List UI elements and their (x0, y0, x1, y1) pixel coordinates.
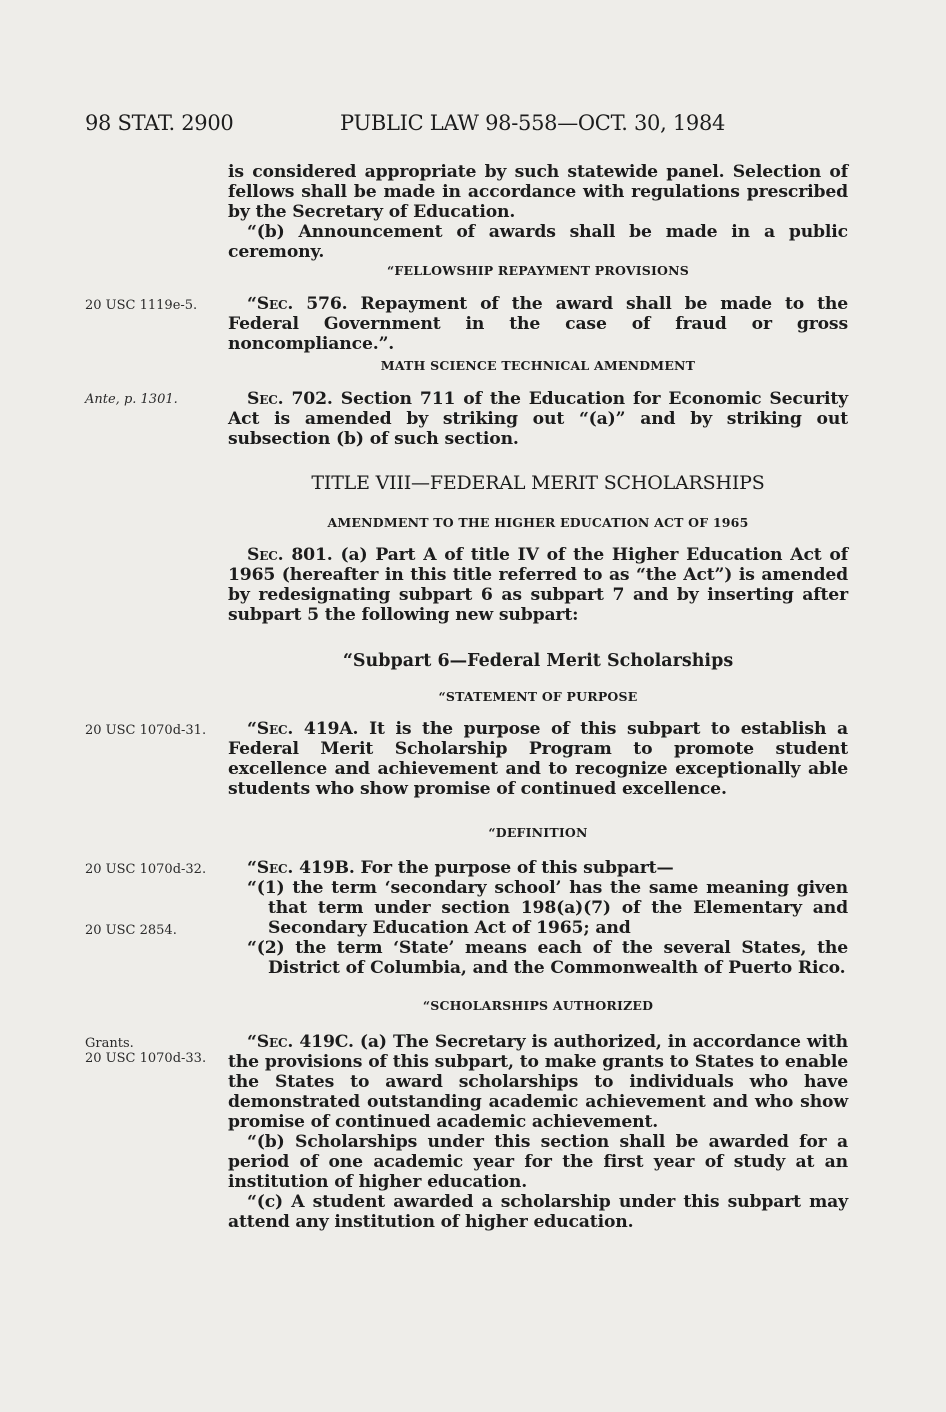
sec-801-label: Sec. (247, 545, 284, 565)
paragraph-sec-419a (228, 719, 848, 799)
sec-419c-text: 419C. (a) The Secretary is authorized, in accordance with the provisions of this subpart, to make grants to States to enable the States to award scholarships to individuals who have demonstrated outstanding academic achievement and who show promise of continued academic achievement. (228, 1032, 848, 1132)
paragraph-definition-1: “(1) the term ‘secondary school’ has the same meaning given that term under section 198(a)(7) of the Elementary and Secondary Education Act of 1965; and (247, 878, 848, 938)
stat-page-number: 98 STAT. 2900 (85, 111, 234, 135)
heading-repayment: “FELLOWSHIP REPAYMENT PROVISIONS (387, 263, 689, 278)
sec-576-text: 576. Repayment of the award shall be made to the Federal Government in the case of fraud or gross noncompliance.”. (228, 294, 848, 354)
margin-note-usc-1119e5: 20 USC 1119e-5. (85, 298, 198, 313)
subpart-6-heading: “Subpart 6—Federal Merit Scholarships (342, 651, 734, 671)
sec-576-label: “Sec. (247, 294, 294, 314)
sec-419a-label: “Sec. (247, 719, 294, 739)
heading-scholarships-authorized: “SCHOLARSHIPS AUTHORIZED (422, 998, 654, 1013)
sec-419b-label: “Sec. (247, 858, 294, 878)
title-viii: TITLE VIII—FEDERAL MERIT SCHOLARSHIPS (311, 472, 765, 494)
paragraph-sec-576 (228, 294, 848, 354)
sec-419c-label: “Sec. (247, 1032, 294, 1052)
sec-702-label: Sec. (247, 389, 284, 409)
text-block-fellows (228, 162, 848, 262)
section-419b (228, 858, 848, 978)
paragraph-selection: is considered appropriate by such statewide panel. Selection of fellows shall be made in accordance with regulations prescribed by the Secretary of Education. (228, 162, 848, 222)
margin-note-usc-2854: 20 USC 2854. (85, 923, 177, 938)
heading-statement-of-purpose: “STATEMENT OF PURPOSE (438, 689, 638, 704)
margin-note-ante (85, 391, 178, 408)
paragraph-definition-2: “(2) the term ‘State’ means each of the several States, the District of Columbia, and the Commonwealth of Puerto Rico. (247, 938, 848, 978)
paragraph-sec-419b (228, 858, 848, 878)
section-702 (228, 389, 848, 449)
section-419a (228, 719, 848, 799)
sec-801-text: 801. (a) Part A of title IV of the Higher Education Act of 1965 (hereafter in this title referred to as “the Act”) is amended by redesignating subpart 6 as subpart 7 and by inserting after subpart 5 the following new subpart: (228, 545, 848, 625)
heading-math-science: MATH SCIENCE TECHNICAL AMENDMENT (380, 358, 696, 373)
paragraph-sec-702 (228, 389, 848, 449)
margin-note-grants: Grants. (85, 1036, 134, 1051)
heading-amendment-hea: AMENDMENT TO THE HIGHER EDUCATION ACT OF 1965 (327, 515, 749, 530)
section-419c (228, 1032, 848, 1232)
margin-note-usc-1070d33: 20 USC 1070d-33. (85, 1051, 207, 1066)
margin-note-ante-text: Ante, p. 1301. (85, 392, 178, 407)
paragraph-sec-801 (228, 545, 848, 625)
sec-419b-text: 419B. For the purpose of this subpart— (293, 858, 674, 878)
heading-definition: “DEFINITION (488, 825, 588, 840)
law-citation-header: PUBLIC LAW 98-558—OCT. 30, 1984 (340, 111, 726, 135)
paragraph-announcement: “(b) Announcement of awards shall be made in a public ceremony. (228, 222, 848, 262)
margin-note-usc-1070d32: 20 USC 1070d-32. (85, 862, 207, 877)
section-801 (228, 545, 848, 625)
section-576 (228, 294, 848, 354)
paragraph-subsection-c: “(c) A student awarded a scholarship under this subpart may attend any institution of higher education. (228, 1192, 848, 1232)
sec-702-text: 702. Section 711 of the Education for Economic Security Act is amended by striking out “(a)” and by striking out subsection (b) of such section. (228, 389, 848, 449)
margin-note-usc-1070d31: 20 USC 1070d-31. (85, 723, 207, 738)
paragraph-subsection-b: “(b) Scholarships under this section shall be awarded for a period of one academic year for the first year of study at an institution of higher education. (228, 1132, 848, 1192)
sec-419a-text: 419A. It is the purpose of this subpart to establish a Federal Merit Scholarship Program to promote student excellence and achievement and to recognize exceptionally able students who show promise of continued excellence. (228, 719, 848, 799)
paragraph-sec-419c (228, 1032, 848, 1132)
